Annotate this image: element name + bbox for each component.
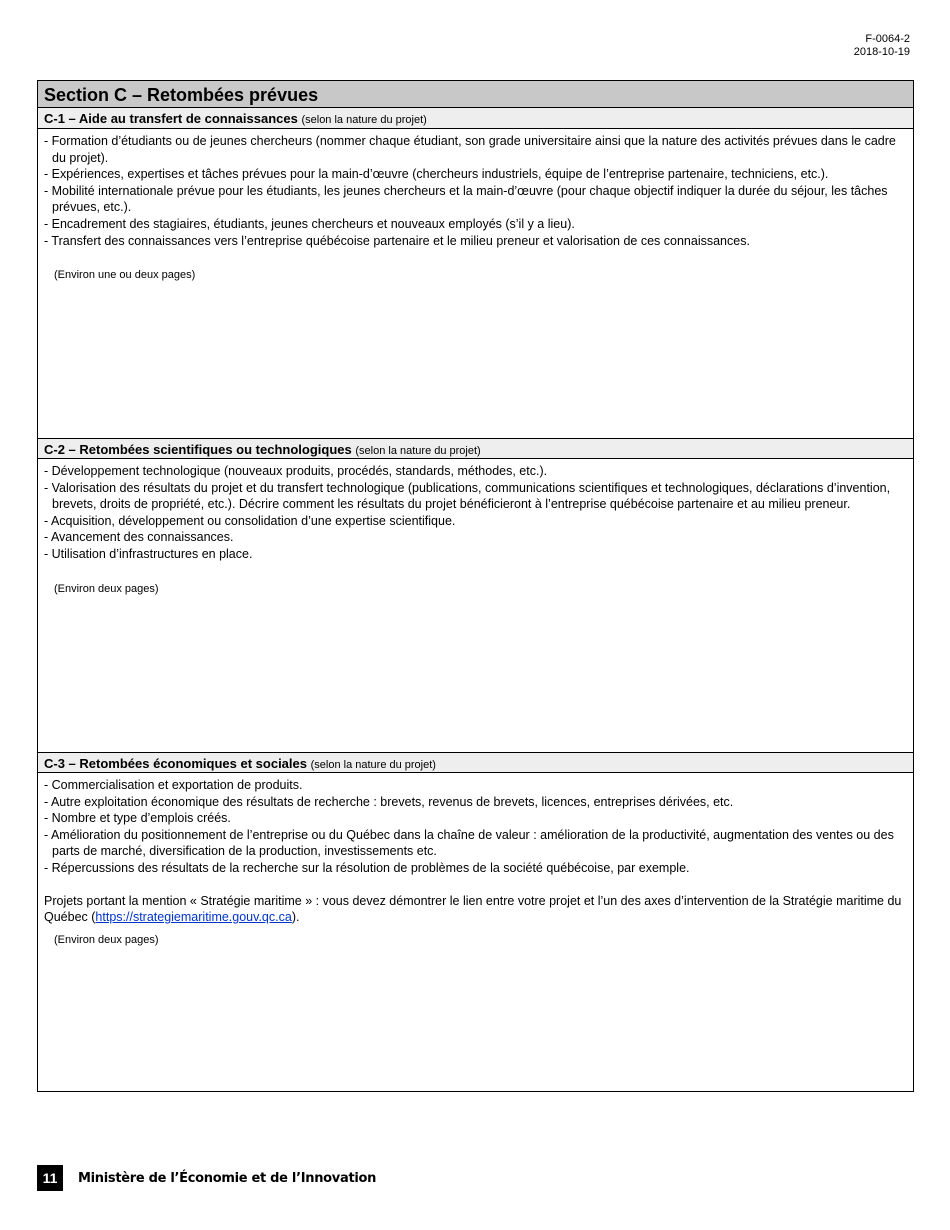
c3-pages-note: (Environ deux pages) [54,933,159,946]
c2-note: (selon la nature du projet) [355,445,481,457]
c3-bullet: - Commercialisation et exportation de produits. [44,778,303,792]
c2-title: C-2 – Retombées scientifiques ou technologiques [44,442,352,457]
c2-pages-note: (Environ deux pages) [54,582,159,595]
maritime-end: ). [291,910,300,925]
c3-bullet: - Autre exploitation économique des résultats de recherche : brevets, revenus de brevets, licences, entreprises dérivées, etc. [44,794,734,809]
c1-bullet: - Transfert des connaissances vers l’entreprise québécoise partenaire et le milieu preneur et valorisation de ces connaissances. [44,233,750,248]
c1-title: C-1 – Aide au transfert de connaissances [44,111,298,126]
c2-bullet: - Valorisation des résultats du projet et du transfert technologique (publications, communications scientifiques et technologiques, déclarations d’invention, brevets, droits de propriété, etc.). Décrire comment les résultats du projet bénéficieront à l’entreprise québécoise partenaire et au milieu preneur. [44,480,891,512]
c3-bullet: - Nombre et type d’emplois créés. [44,811,231,826]
c1-header [38,108,913,129]
page-number: 11 [37,1165,63,1191]
form-date: 2018-10-19 [853,46,910,58]
c1-pages-note: (Environ une ou deux pages) [54,269,196,282]
c2-bullet: - Développement technologique (nouveaux produits, procédés, standards, méthodes, etc.). [44,464,548,478]
section-c-form [37,80,914,1092]
form-number: F-0064-2 [865,33,910,45]
ministry-name: Ministère de l’Économie et de l’Innovation [78,1170,377,1186]
page-footer [37,1165,376,1191]
c1-note: (selon la nature du projet) [301,114,427,126]
c2-bullet: - Utilisation d’infrastructures en place. [44,546,253,561]
c1-bullet: - Encadrement des stagiaires, étudiants, jeunes chercheurs et nouveaux employés (s’il y a lieu). [44,216,575,231]
c2-content-area[interactable] [38,459,913,752]
c3-header [38,752,913,773]
c1-bullet: - Mobilité internationale prévue pour les étudiants, les jeunes chercheurs et la main-d’œuvre (pour chaque objectif indiquer la durée du séjour, les tâches prévues, etc.). [44,183,888,215]
c2-header [38,438,913,459]
c1-bullet: - Expériences, expertises et tâches prévues pour la main-d’œuvre (chercheurs industriels, équipe de l’entreprise partenaire, techniciens, etc.). [44,167,829,182]
c3-note: (selon la nature du projet) [310,759,436,771]
c3-title: C-3 – Retombées économiques et sociales [44,756,307,771]
c2-bullet: - Avancement des connaissances. [44,530,234,545]
form-reference [854,33,910,59]
c1-content-area[interactable] [38,129,913,438]
c3-bullet: - Amélioration du positionnement de l’entreprise ou du Québec dans la chaîne de valeur : amélioration de la productivité, augmentation des ventes ou des parts de marché, diversification de la production, investissements etc. [44,827,894,859]
c3-bullet: - Répercussions des résultats de la recherche sur la résolution de problèmes de la société québécoise, par exemple. [44,860,690,875]
section-title: Section C – Retombées prévues [38,81,913,108]
maritime-link[interactable]: https://strategiemaritime.gouv.qc.ca [95,910,292,925]
c1-bullet: - Formation d’étudiants ou de jeunes chercheurs (nommer chaque étudiant, son grade universitaire ainsi que la nature des activités prévues dans le cadre du projet). [44,134,896,165]
maritime-paragraph [44,893,907,926]
c3-content-area[interactable] [38,773,913,1087]
c2-bullet: - Acquisition, développement ou consolidation d’une expertise scientifique. [44,513,456,528]
maritime-text: Projets portant la mention « Stratégie maritime » : vous devez démontrer le lien entre votre projet et l’un des axes d’intervention de la Stratégie maritime du Québec ( [44,893,902,925]
